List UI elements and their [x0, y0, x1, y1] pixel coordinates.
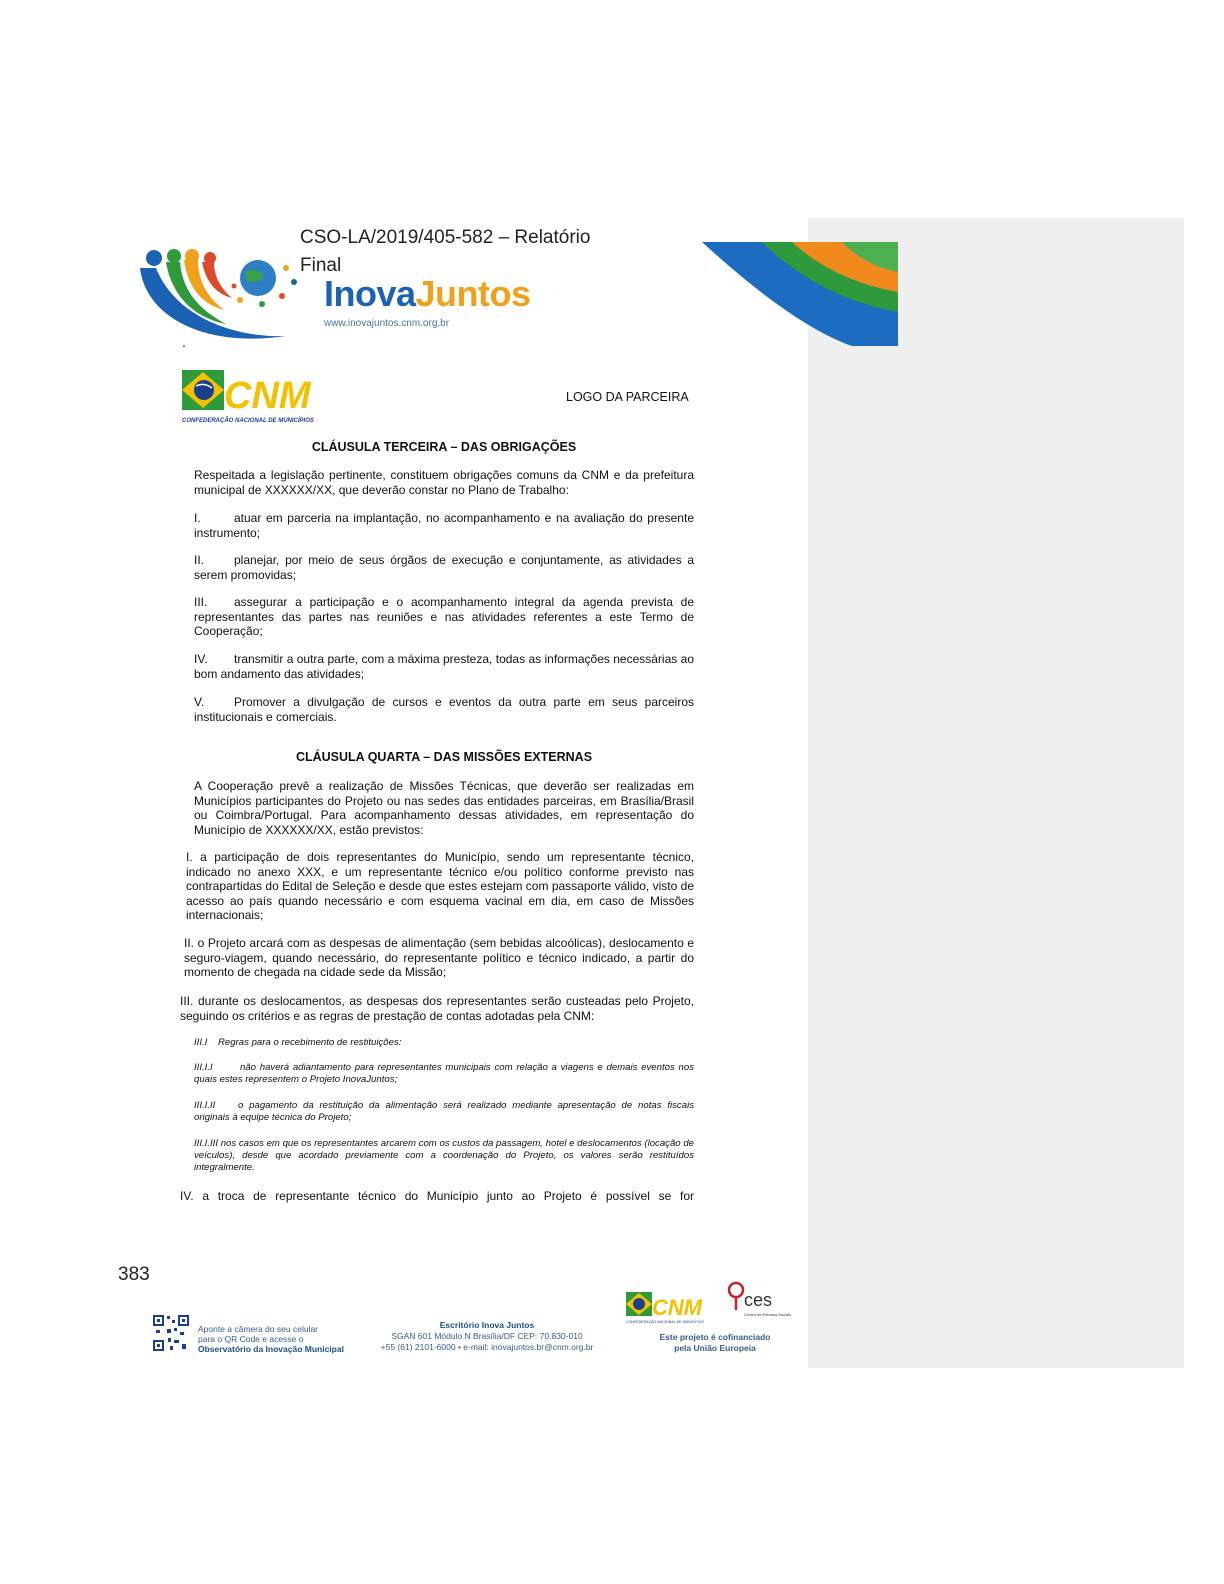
- clause4-subitem: [194, 1037, 694, 1049]
- clause3-item: [194, 595, 694, 639]
- clause4-subitem: [194, 1138, 694, 1174]
- stray-dot: .: [182, 334, 186, 350]
- office-address: SGAN 601 Módulo N Brasília/DF CEP: 70.830-010: [391, 1331, 583, 1341]
- item-text: assegurar a participação e o acompanhamento integral da agenda prevista de representantes das partes nas reuniões e nas atividades referentes a este Termo de Cooperação;: [194, 595, 694, 638]
- clause3-heading: CLÁUSULA TERCEIRA – DAS OBRIGAÇÕES: [311, 440, 577, 454]
- brand-url: www.inovajuntos.cnm.org.br: [324, 318, 450, 329]
- qr-link-observatorio[interactable]: Observatório da Inovação Municipal: [198, 1344, 344, 1354]
- item-text: a troca de representante técnico do Município junto ao Projeto é possível se for: [202, 1189, 694, 1203]
- report-header: CSO-LA/2019/405-582 – Relatório Final: [300, 227, 591, 276]
- qr-code-icon: [152, 1314, 190, 1352]
- clause4-item: [180, 1189, 694, 1204]
- brand-part-inova: Inova: [324, 273, 416, 314]
- item-number: III.: [194, 595, 208, 609]
- cnm-footer-letters: CNM: [652, 1295, 703, 1320]
- cnm-logo: [182, 362, 322, 426]
- item-text: a participação de dois representantes do Município, sendo um representante técnico, indicado no anexo XXX, e um representante técnico e/ou político conforme previsto nas contrapartidas do Edital de Seleção e desde que estes estejam com passaporte válido, visto de acesso ao país quando necessário e com esquema vacinal em dia, em caso de Missões internacionais;: [186, 850, 694, 922]
- item-number: IV.: [194, 652, 208, 666]
- item-number: V.: [194, 695, 205, 709]
- item-text: durante os deslocamentos, as despesas dos representantes serão custeadas pelo Projeto, seguindo os critérios e as regras de prestação de contas adotadas pela CNM:: [180, 994, 694, 1023]
- item-number: III.: [180, 994, 194, 1008]
- subitem-text: não haverá adiantamento para representantes municipais com relação a viagens e demais eventos nos quais estes representem o Projeto InovaJuntos;: [194, 1062, 694, 1085]
- eu-line: Este projeto é cofinanciado: [659, 1332, 771, 1342]
- cnm-footer-subtitle: CONFEDERAÇÃO NACIONAL DE MUNICÍPIOS: [626, 1320, 704, 1324]
- brand-part-juntos: Juntos: [415, 273, 531, 314]
- subitem-text: o pagamento da restituição da alimentação será realizado mediante apresentação de notas fiscais originais à equipe técnica do Projeto;: [194, 1100, 694, 1123]
- subitem-number: III.I.I: [194, 1062, 213, 1073]
- qr-line: para o QR Code e acesse o: [198, 1334, 304, 1344]
- clause3-intro: Respeitada a legislação pertinente, constituem obrigações comuns da CNM e da prefeitura municipal de XXXXXX/XX, que deverão constar no Plano de Trabalho:: [194, 468, 694, 497]
- clause3-item: [194, 553, 694, 582]
- inovajuntos-logo: [324, 274, 531, 329]
- subitem-number: III.I: [194, 1037, 208, 1048]
- subitem-number: III.I.II: [194, 1100, 216, 1111]
- cnm-logo-letters: CNM: [224, 375, 311, 417]
- clause4-subitem: [194, 1062, 694, 1086]
- clause4-subitem: [194, 1100, 694, 1124]
- side-panel: [808, 218, 1184, 1368]
- item-text: Promover a divulgação de cursos e eventos da outra parte em seus parceiros institucionais e comerciais.: [194, 695, 694, 724]
- office-contact: +55 (61) 2101-6000 • e-mail: inovajuntos.br@cnm.org.br: [380, 1342, 594, 1352]
- ces-subtitle: Centro de Estudos Sociais: [744, 1312, 792, 1317]
- subitem-text: nos casos em que os representantes arcarem com os custos da passagem, hotel e deslocamentos (locação de veículos), desde que acordado previamente com a coordenação do Projeto, os valores serão restituídos integralmente.: [194, 1138, 694, 1173]
- banner-swoosh-graphic: [702, 242, 898, 346]
- ces-letters: ces: [744, 1290, 773, 1310]
- ces-logo: [724, 1280, 808, 1326]
- item-number: II.: [194, 553, 205, 567]
- brand-wordmark: [324, 274, 531, 314]
- subitem-text: Regras para o recebimento de restituições:: [218, 1037, 402, 1048]
- clause3-item: [194, 511, 694, 540]
- subitem-number: III.I.III: [194, 1138, 218, 1149]
- qr-line: Aponte a câmera do seu celular: [198, 1324, 319, 1334]
- item-text: planejar, por meio de seus órgãos de execução e conjuntamente, as atividades a serem promovidas;: [194, 553, 694, 582]
- clause4-intro: A Cooperação prevê a realização de Missões Técnicas, que deverão ser realizadas em Municípios participantes do Projeto ou nas sedes das entidades parceiras, em Brasília/Brasil ou Coimbra/Portugal. Para acompanhamento dessas atividades, em representação do Município de XXXXXX/XX, estão previstos:: [194, 779, 694, 837]
- cnm-logo-subtitle: CONFEDERAÇÃO NACIONAL DE MUNICÍPIOS: [182, 418, 314, 424]
- clause4-item: [180, 994, 694, 1023]
- office-info: [372, 1320, 602, 1353]
- item-text: transmitir a outra parte, com a máxima presteza, todas as informações necessárias ao bom andamento das atividades;: [194, 652, 694, 681]
- item-number: II.: [184, 936, 195, 950]
- item-number: I.: [186, 850, 193, 864]
- clause4-item: [184, 936, 694, 980]
- clause3-item: [194, 652, 694, 681]
- item-text: atuar em parceria na implantação, no acompanhamento e na avaliação do presente instrumento;: [194, 511, 694, 540]
- item-text: o Projeto arcará com as despesas de alimentação (sem bebidas alcoólicas), deslocamento e seguro-viagem, quando necessário, do representante político e técnico indicado, a partir do momento de chegada na cidade sede da Missão;: [184, 936, 694, 979]
- clause4-item: [186, 850, 694, 923]
- cnm-footer-logo: [626, 1286, 710, 1326]
- item-number: IV.: [180, 1189, 194, 1203]
- inovajuntos-emblem: [136, 248, 312, 344]
- clause4-heading: CLÁUSULA QUARTA – DAS MISSÕES EXTERNAS: [295, 750, 593, 764]
- office-title: Escritório Inova Juntos: [439, 1320, 535, 1330]
- eu-funding-note: [640, 1332, 790, 1354]
- page-number: 383: [118, 1264, 150, 1285]
- partner-logo-placeholder: LOGO DA PARCEIRA: [566, 390, 689, 404]
- eu-line: pela União Europeia: [674, 1343, 756, 1353]
- qr-instructions: [198, 1324, 344, 1354]
- clause3-item: [194, 695, 694, 724]
- item-number: I.: [194, 511, 201, 525]
